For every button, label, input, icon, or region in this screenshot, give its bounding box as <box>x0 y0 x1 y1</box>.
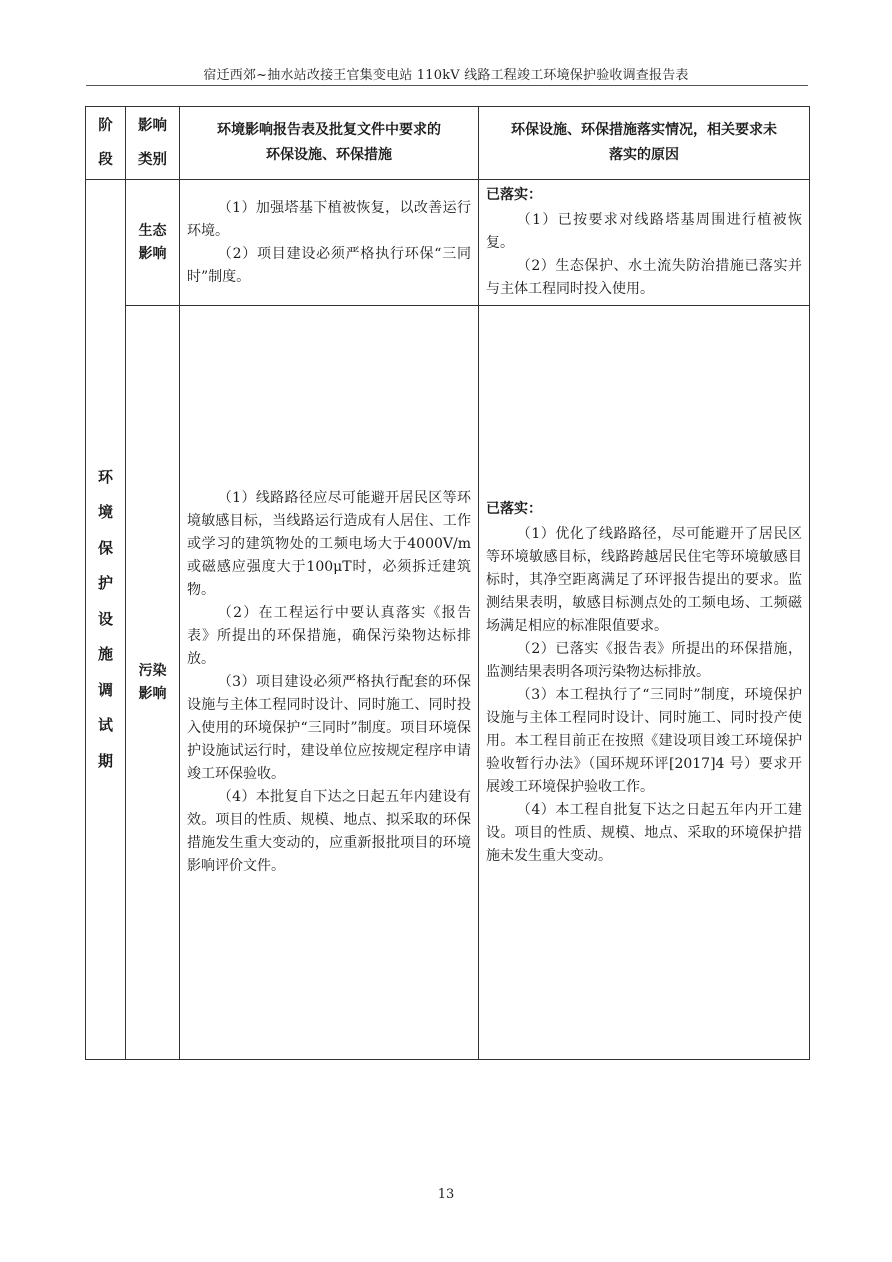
impact-type-ecological-line-2: 影响 <box>138 245 167 262</box>
required-measure-pollution-1: （1）线路路径应尽可能避开居民区等环境敏感目标，当线路运行造成有人居住、工作或学习的建筑物处的工频电场大于4000V/m或磁感应强度大于100μT时，必须拆迁建筑物。 <box>187 490 471 598</box>
table-row-ecological-impact <box>86 180 810 306</box>
column-header-implementation-line-1: 环保设施、环保措施落实情况，相关要求未 <box>511 122 777 138</box>
impact-type-ecological-line-1: 生态 <box>138 222 167 239</box>
column-header-implementation-line-2: 落实的原因 <box>609 147 679 163</box>
table-header-row <box>86 107 810 180</box>
required-measure-ecological-1: （1）加强塔基下植被恢复，以改善运行环境。 <box>187 199 471 239</box>
column-header-impact-type-line-1: 影响 <box>138 117 167 134</box>
required-measures-pollution <box>180 306 479 1060</box>
status-label-ecological: 已落实： <box>486 187 542 203</box>
required-measure-pollution-2: （2）在工程运行中要认真落实《报告表》所提出的环保措施，确保污染物达标排放。 <box>187 605 471 667</box>
status-label-pollution: 已落实： <box>486 500 542 517</box>
acceptance-survey-table <box>85 106 810 1060</box>
column-header-required-line-2: 环保设施、环保措施 <box>266 147 392 163</box>
stage-label: 环境保护设施调试期 <box>97 467 113 770</box>
implementation-status-ecological <box>479 180 810 306</box>
required-measure-pollution-3: （3）项目建设必须严格执行配套的环保设施与主体工程同时设计、同时施工、同时投入使用的环境保护“三同时”制度。项目环境保护设施试运行时，建设单位应按规定程序申请竣工环保验收。 <box>187 674 471 782</box>
column-header-impact-type-line-2: 类别 <box>138 151 167 168</box>
implemented-measure-pollution-1: （1）优化了线路路径，尽可能避开了居民区等环境敏感目标，线路跨越居民住宅等环境敏感目标时，其净空距离满足了环评报告提出的要求。监测结果表明，敏感目标测点处的工频电场、工频磁场满足相应的标准限值要求。 <box>486 525 802 634</box>
column-header-stage <box>86 107 126 180</box>
column-header-implementation-status <box>479 107 810 180</box>
page-number: 13 <box>437 1187 455 1202</box>
implemented-measure-ecological-2: （2）生态保护、水土流失防治措施已落实并与主体工程同时投入使用。 <box>486 258 802 297</box>
document-header: 宿迁西郊~抽水站改接王官集变电站 110kV 线路工程竣工环境保护验收调查报告表 <box>203 68 689 83</box>
required-measure-ecological-2: （2）项目建设必须严格执行环保“三同时”制度。 <box>187 245 471 285</box>
implemented-measure-pollution-2: （2）已落实《报告表》所提出的环保措施，监测结果表明各项污染物达标排放。 <box>486 640 802 680</box>
impact-type-cell-ecological <box>126 180 180 306</box>
column-header-required-line-1: 环境影响报告表及批复文件中要求的 <box>217 122 441 138</box>
column-header-impact-type <box>126 107 180 180</box>
stage-cell <box>86 180 126 1060</box>
implemented-measure-pollution-3: （3）本工程执行了“三同时”制度，环境保护设施与主体工程同时设计、同时施工、同时投产使用。本工程目前正在按照《建设项目竣工环境保护验收暂行办法》（国环规环评[2017]4 号）要求开展竣工环境保护验收工作。 <box>486 686 802 795</box>
implementation-status-pollution <box>479 306 810 1060</box>
header-divider <box>86 85 808 86</box>
required-measure-pollution-4: （4）本批复自下达之日起五年内建设有效。项目的性质、规模、地点、拟采取的环保措施发生重大变动的，应重新报批项目的环境影响评价文件。 <box>187 789 471 874</box>
impact-type-cell-pollution <box>126 306 180 1060</box>
column-header-stage-line-2: 段 <box>98 151 113 168</box>
column-header-required-measures <box>180 107 479 180</box>
implemented-measure-pollution-4: （4）本工程自批复下达之日起五年内开工建设。项目的性质、规模、地点、采取的环境保护措施未发生重大变动。 <box>486 801 802 864</box>
implemented-measure-ecological-1: （1）已按要求对线路塔基周围进行植被恢复。 <box>486 212 802 251</box>
column-header-stage-line-1: 阶 <box>98 117 113 134</box>
required-measures-ecological <box>180 180 479 306</box>
impact-type-pollution-line-2: 影响 <box>138 685 167 702</box>
impact-type-pollution-line-1: 污染 <box>138 662 167 679</box>
table-row-pollution-impact <box>86 306 810 1060</box>
